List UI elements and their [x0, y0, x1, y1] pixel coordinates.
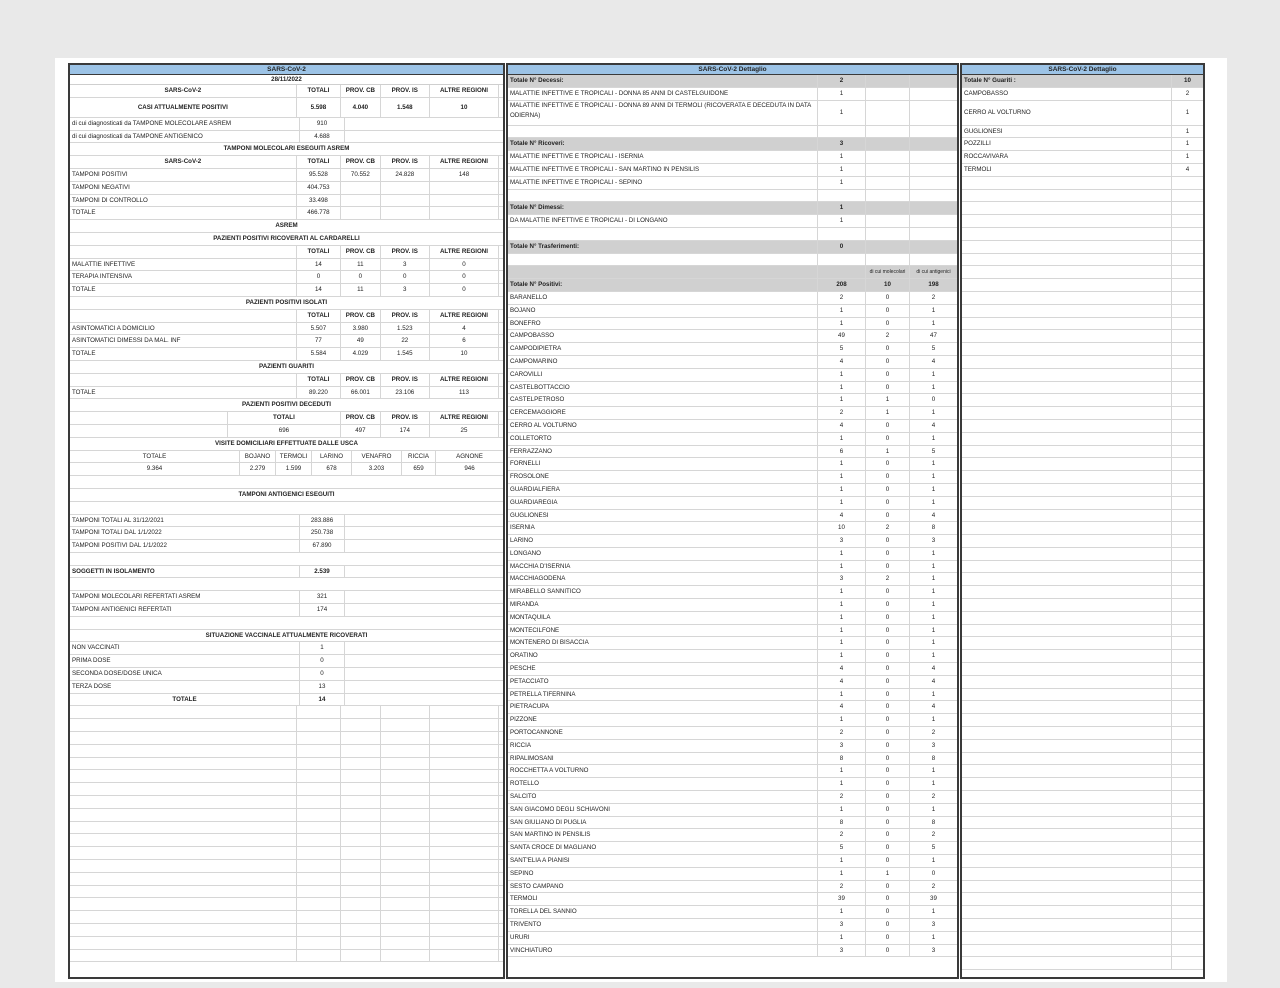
table-row: MIRANDA 1 0 1: [508, 599, 957, 612]
usca-values: 9.364 2.279 1.599 678 3.203 659 946: [70, 463, 503, 476]
empty-row: [70, 873, 503, 886]
table-row: MONTENERO DI BISACCIA 1 0 1: [508, 637, 957, 650]
empty-row: [962, 548, 1203, 561]
table-row: TERMOLI 4: [962, 164, 1203, 177]
empty-row: [962, 190, 1203, 203]
empty-row: [962, 881, 1203, 894]
isolation-row: SOGGETTI IN ISOLAMENTO 2.539: [70, 566, 503, 579]
empty-row: [962, 599, 1203, 612]
empty-row: [70, 860, 503, 873]
empty-grid: [962, 177, 1203, 970]
empty-row: [962, 701, 1203, 714]
table-row: ROCCHETTA A VOLTURNO 1 0 1: [508, 765, 957, 778]
empty-row: [962, 855, 1203, 868]
empty-row: [962, 510, 1203, 523]
empty-row: [70, 924, 503, 937]
empty-row: [962, 420, 1203, 433]
table-row: CASTELPETROSO 1 1 0: [508, 394, 957, 407]
deaths-total-row: Totale N° Decessi: 2: [508, 75, 957, 88]
current-positives-row: CASI ATTUALMENTE POSITIVI 5.598 4.040 1.548 10: [70, 98, 503, 118]
empty-row: [962, 254, 1203, 267]
table-row: SECONDA DOSE/DOSE UNICA 0: [70, 668, 503, 681]
detail-panel: [506, 63, 959, 979]
table-row: SANT'ELIA A PIANISI 1 0 1: [508, 855, 957, 868]
municipality-list: [508, 292, 957, 957]
table-row: GUARDIAREGIA 1 0 1: [508, 497, 957, 510]
table-row: GUGLIONESI 4 0 4: [508, 510, 957, 523]
empty-row: [70, 706, 503, 719]
empty-row: [70, 732, 503, 745]
table-row: MALATTIE INFETTIVE E TROPICALI - DONNA 89 ANNI DI TERMOLI (RICOVERATA E DECEDUTA IN DATA ODIERNA) 1: [508, 101, 957, 126]
table-row: ASINTOMATICI DIMESSI DA MAL. INF 77 49 22 6: [70, 335, 503, 348]
table-row: CERRO AL VOLTURNO 4 0 4: [508, 420, 957, 433]
table-row: RIPALIMOSANI 8 0 8: [508, 753, 957, 766]
table-row: TOTALE 5.584 4.029 1.545 10: [70, 348, 503, 361]
empty-row: [962, 279, 1203, 292]
table-row: SALCITO 2 0 2: [508, 791, 957, 804]
table-row: MALATTIE INFETTIVE E TROPICALI - ISERNIA 1: [508, 151, 957, 164]
molecular-diag-row: di cui diagnosticati da TAMPONE MOLECOLARE ASREM 910: [70, 118, 503, 131]
empty-row: [962, 369, 1203, 382]
isolated-title: PAZIENTI POSITIVI ISOLATI: [70, 297, 503, 310]
empty-row: [962, 394, 1203, 407]
empty-row: [962, 676, 1203, 689]
table-row: GUGLIONESI 1: [962, 126, 1203, 139]
empty-row: [962, 241, 1203, 254]
empty-row: [962, 612, 1203, 625]
table-row: TERMOLI 39 0 39: [508, 893, 957, 906]
table-row: PORTOCANNONE 2 0 2: [508, 727, 957, 740]
table-row: TAMPONI NEGATIVI 404.753: [70, 182, 503, 195]
table-row: BARANELLO 2 0 2: [508, 292, 957, 305]
table-row: LONGANO 1 0 1: [508, 548, 957, 561]
empty-row: [962, 292, 1203, 305]
table-row: TRIVENTO 3 0 3: [508, 919, 957, 932]
table-row: URURI 1 0 1: [508, 932, 957, 945]
empty-row: [70, 770, 503, 783]
table-row: PIETRACUPA 4 0 4: [508, 701, 957, 714]
empty-row: [962, 753, 1203, 766]
table-row: SAN GIULIANO DI PUGLIA 8 0 8: [508, 817, 957, 830]
table-row: CAMPODIPIETRA 5 0 5: [508, 343, 957, 356]
empty-row: [962, 535, 1203, 548]
empty-row: [962, 318, 1203, 331]
antigen-tests-title: TAMPONI ANTIGENICI ESEGUITI: [70, 489, 503, 502]
deceased-header: TOTALI PROV. CB PROV. IS ALTRE REGIONI: [70, 412, 503, 425]
table-row: DA MALATTIE INFETTIVE E TROPICALI - DI LONGANO 1: [508, 215, 957, 228]
report-page: [55, 58, 1227, 982]
recovered-title: PAZIENTI GUARITI: [70, 361, 503, 374]
empty-row: [962, 471, 1203, 484]
cardarelli-header: TOTALI PROV. CB PROV. IS ALTRE REGIONI: [70, 246, 503, 259]
table-row: MALATTIE INFETTIVE E TROPICALI - DONNA 85 ANNI DI CASTELGUIDONE 1: [508, 88, 957, 101]
positives-subheader: di cui molecolari di cui antigenici: [508, 266, 957, 279]
admissions-total-row: Totale N° Ricoveri: 3: [508, 138, 957, 151]
empty-row: [70, 937, 503, 950]
table-row: CERCEMAGGIORE 2 1 1: [508, 407, 957, 420]
empty-row: [962, 522, 1203, 535]
table-row: SAN GIACOMO DEGLI SCHIAVONI 1 0 1: [508, 804, 957, 817]
empty-row: [70, 783, 503, 796]
table-row: ORATINO 1 0 1: [508, 650, 957, 663]
table-row: ISERNIA 10 2 8: [508, 522, 957, 535]
empty-row: [962, 829, 1203, 842]
usca-title: VISITE DOMICILIARI EFFETTUATE DALLE USCA: [70, 438, 503, 451]
table-row: 696 497 174 25: [70, 425, 503, 438]
table-row: SEPINO 1 1 0: [508, 868, 957, 881]
antigen-diag-row: di cui diagnosticati da TAMPONE ANTIGENICO 4.688: [70, 131, 503, 144]
table-row: MALATTIE INFETTIVE 14 11 3 0: [70, 259, 503, 272]
table-row: PIZZONE 1 0 1: [508, 714, 957, 727]
molecular-tests-title: TAMPONI MOLECOLARI ESEGUITI ASREM: [70, 143, 503, 156]
empty-row: [962, 356, 1203, 369]
table-row: SANTA CROCE DI MAGLIANO 5 0 5: [508, 842, 957, 855]
empty-row: [962, 625, 1203, 638]
empty-row: [962, 804, 1203, 817]
empty-row: [962, 817, 1203, 830]
empty-row: [70, 822, 503, 835]
table-row: TAMPONI MOLECOLARI REFERTATI ASREM 321: [70, 591, 503, 604]
table-row: TAMPONI DI CONTROLLO 33.498: [70, 195, 503, 208]
empty-row: [70, 886, 503, 899]
empty-grid: [70, 706, 503, 962]
empty-row: [70, 809, 503, 822]
table-row: BOJANO 1 0 1: [508, 305, 957, 318]
empty-row: [70, 796, 503, 809]
empty-row: [962, 932, 1203, 945]
empty-row: [962, 202, 1203, 215]
table-row: TAMPONI TOTALI AL 31/12/2021 283.886: [70, 515, 503, 528]
empty-row: [962, 689, 1203, 702]
empty-row: [70, 911, 503, 924]
table-row: CAROVILLI 1 0 1: [508, 369, 957, 382]
table-row: MALATTIE INFETTIVE E TROPICALI - SEPINO 1: [508, 177, 957, 190]
empty-row: [70, 758, 503, 771]
summary-panel: [68, 63, 505, 979]
detail-title: SARS-CoV-2 Dettaglio: [508, 65, 957, 75]
empty-row: [962, 266, 1203, 279]
empty-row: [962, 433, 1203, 446]
table-row: TAMPONI POSITIVI 95.528 70.552 24.828 148: [70, 169, 503, 182]
molecular-tests-header: SARS-CoV-2 TOTALI PROV. CB PROV. IS ALTRE REGIONI: [70, 156, 503, 169]
table-row: POZZILLI 1: [962, 138, 1203, 151]
table-row: PETACCIATO 4 0 4: [508, 676, 957, 689]
summary-title: SARS-CoV-2: [70, 65, 503, 75]
table-row: FORNELLI 1 0 1: [508, 458, 957, 471]
empty-row: [962, 868, 1203, 881]
empty-row: [962, 497, 1203, 510]
summary-header-row: SARS-CoV-2 TOTALI PROV. CB PROV. IS ALTRE REGIONI: [70, 85, 503, 98]
table-row: SAN MARTINO IN PENSILIS 2 0 2: [508, 829, 957, 842]
table-row: TAMPONI ANTIGENICI REFERTATI 174: [70, 604, 503, 617]
discharged-total-row: Totale N° Dimessi: 1: [508, 202, 957, 215]
table-row: PETRELLA TIFERNINA 1 0 1: [508, 689, 957, 702]
empty-row: [962, 382, 1203, 395]
table-row: LARINO 3 0 3: [508, 535, 957, 548]
empty-row: [962, 791, 1203, 804]
empty-row: [962, 177, 1203, 190]
empty-row: [962, 586, 1203, 599]
empty-row: [70, 719, 503, 732]
empty-row: [962, 893, 1203, 906]
table-row: TOTALE 89.220 66.001 23.106 113: [70, 387, 503, 400]
empty-row: [962, 765, 1203, 778]
vaccine-total-row: TOTALE 14: [70, 694, 503, 707]
empty-row: [70, 834, 503, 847]
empty-row: [962, 714, 1203, 727]
vaccine-title: SITUAZIONE VACCINALE ATTUALMENTE RICOVERATI: [70, 630, 503, 643]
empty-row: [70, 847, 503, 860]
empty-row: [962, 561, 1203, 574]
empty-row: [962, 957, 1203, 970]
empty-row: [962, 740, 1203, 753]
transfers-total-row: Totale N° Trasferimenti: 0: [508, 241, 957, 254]
table-row: TERAPIA INTENSIVA 0 0 0 0: [70, 271, 503, 284]
empty-row: [962, 215, 1203, 228]
table-row: MACCHIAGODENA 3 2 1: [508, 573, 957, 586]
table-row: MONTAQUILA 1 0 1: [508, 612, 957, 625]
recovered-detail-title: SARS-CoV-2 Dettaglio: [962, 65, 1203, 75]
recovered-total-row: Totale N° Guariti : 10: [962, 75, 1203, 88]
table-row: TAMPONI POSITIVI DAL 1/1/2022 67.890: [70, 540, 503, 553]
empty-row: [962, 407, 1203, 420]
table-row: TOTALE 14 11 3 0: [70, 284, 503, 297]
empty-row: [962, 446, 1203, 459]
usca-header: TOTALE BOJANO TERMOLI LARINO VENAFRO RICCIA AGNONE: [70, 451, 503, 464]
table-row: PRIMA DOSE 0: [70, 655, 503, 668]
empty-row: [962, 663, 1203, 676]
table-row: FROSOLONE 1 0 1: [508, 471, 957, 484]
table-row: CAMPOMARINO 4 0 4: [508, 356, 957, 369]
deceased-title: PAZIENTI POSITIVI DECEDUTI: [70, 399, 503, 412]
table-row: GUARDIALFIERA 1 0 1: [508, 484, 957, 497]
report-date: 28/11/2022: [70, 75, 503, 85]
positives-total-row: Totale N° Positivi: 208 10 198: [508, 279, 957, 292]
empty-row: [962, 330, 1203, 343]
empty-row: [962, 343, 1203, 356]
table-row: CASTELBOTTACCIO 1 0 1: [508, 382, 957, 395]
empty-row: [962, 842, 1203, 855]
empty-row: [70, 898, 503, 911]
table-row: NON VACCINATI 1: [70, 642, 503, 655]
table-row: RICCIA 3 0 3: [508, 740, 957, 753]
table-row: SESTO CAMPANO 2 0 2: [508, 881, 957, 894]
empty-row: [962, 906, 1203, 919]
table-row: CAMPOBASSO 2: [962, 88, 1203, 101]
empty-row: [70, 950, 503, 963]
table-row: TERZA DOSE 13: [70, 681, 503, 694]
asrem-label: ASREM: [70, 220, 503, 233]
table-row: ROTELLO 1 0 1: [508, 778, 957, 791]
empty-row: [962, 305, 1203, 318]
empty-row: [70, 745, 503, 758]
empty-row: [962, 228, 1203, 241]
empty-row: [962, 650, 1203, 663]
table-row: BONEFRO 1 0 1: [508, 318, 957, 331]
empty-row: [962, 458, 1203, 471]
table-row: MIRABELLO SANNITICO 1 0 1: [508, 586, 957, 599]
table-row: MACCHIA D'ISERNIA 1 0 1: [508, 561, 957, 574]
empty-row: [962, 945, 1203, 958]
empty-row: [962, 778, 1203, 791]
cardarelli-title: PAZIENTI POSITIVI RICOVERATI AL CARDARELLI: [70, 233, 503, 246]
table-row: CERRO AL VOLTURNO 1: [962, 101, 1203, 126]
table-row: COLLETORTO 1 0 1: [508, 433, 957, 446]
table-row: TORELLA DEL SANNIO 1 0 1: [508, 906, 957, 919]
table-row: TOTALE 466.778: [70, 207, 503, 220]
table-row: MALATTIE INFETTIVE E TROPICALI - SAN MARTINO IN PENSILIS 1: [508, 164, 957, 177]
isolated-header: TOTALI PROV. CB PROV. IS ALTRE REGIONI: [70, 310, 503, 323]
table-row: VINCHIATURO 3 0 3: [508, 945, 957, 958]
empty-row: [962, 484, 1203, 497]
empty-row: [962, 637, 1203, 650]
table-row: ASINTOMATICI A DOMICILIO 5.507 3.980 1.523 4: [70, 323, 503, 336]
table-row: TAMPONI TOTALI DAL 1/1/2022 250.738: [70, 527, 503, 540]
empty-row: [962, 919, 1203, 932]
table-row: PESCHE 4 0 4: [508, 663, 957, 676]
table-row: MONTECILFONE 1 0 1: [508, 625, 957, 638]
table-row: CAMPOBASSO 49 2 47: [508, 330, 957, 343]
table-row: ROCCAVIVARA 1: [962, 151, 1203, 164]
recovered-header: TOTALI PROV. CB PROV. IS ALTRE REGIONI: [70, 374, 503, 387]
recovered-detail-panel: [960, 63, 1205, 979]
table-row: FERRAZZANO 6 1 5: [508, 446, 957, 459]
empty-row: [962, 573, 1203, 586]
empty-row: [962, 727, 1203, 740]
